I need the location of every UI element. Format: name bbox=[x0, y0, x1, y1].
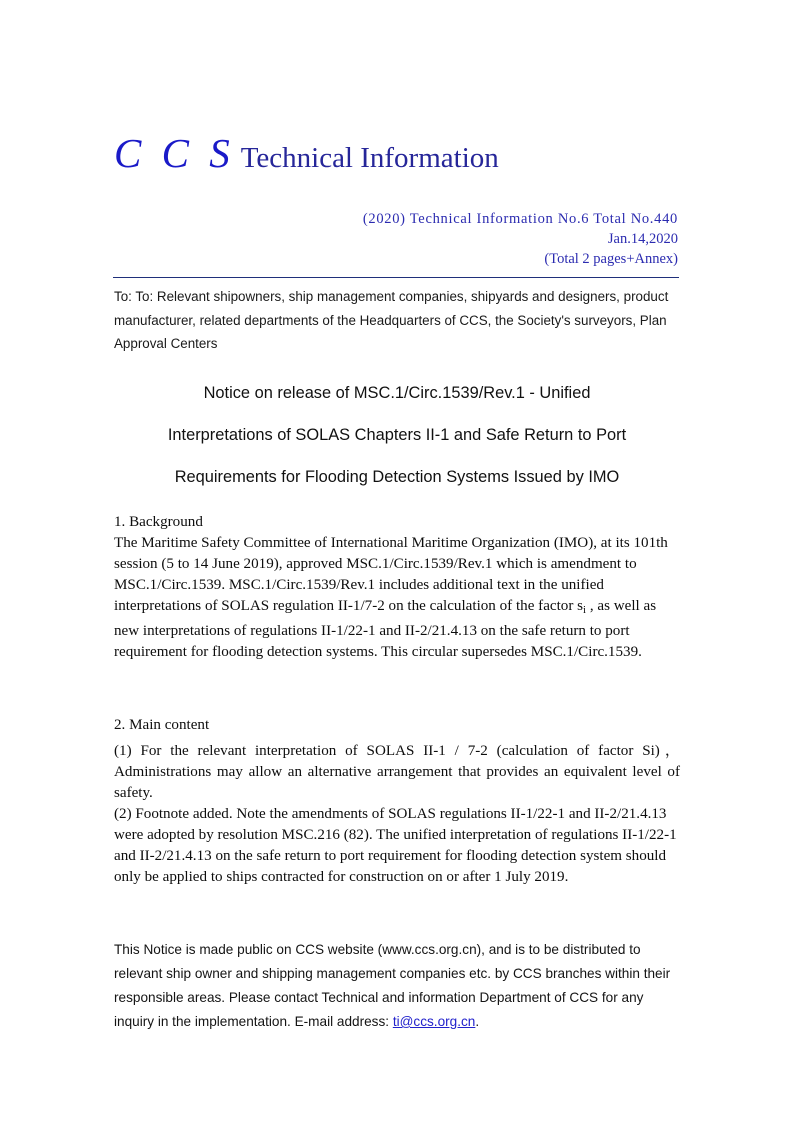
section-main-content-item-1-wrap bbox=[114, 741, 680, 804]
section-background-heading: 1. Background bbox=[114, 514, 203, 530]
factor-s-subscript: i bbox=[583, 604, 587, 617]
issue-info-block bbox=[114, 209, 678, 269]
masthead-subtitle: Technical Information bbox=[240, 142, 499, 174]
header-divider bbox=[113, 277, 679, 278]
issue-pages-line: (Total 2 pages+Annex) bbox=[544, 251, 678, 267]
masthead bbox=[114, 129, 679, 177]
issue-date-line: Jan.14,2020 bbox=[607, 231, 678, 247]
main-content-item-2: (2) Footnote added. Note the amendments of SOLAS regulations II-1/22-1 and II-2/21.4.13 were adopted by resolution MSC.216 (82). The unified interpretation of regulations II-1/22-1 and II-2/21.4.13 on the safe return to port requirement for flooding detection system should only be applied to ships contracted for construction on or after 1 July 2019. bbox=[114, 806, 677, 885]
issue-number-line: (2020) Technical Information No.6 Total No.440 bbox=[362, 211, 678, 227]
recipients-line: To: To: Relevant shipowners, ship management companies, shipyards and designers, product manufacturer, related departments of the Headquarters of CCS, the Society's surveyors, Plan Approval Centers bbox=[114, 289, 669, 351]
section-main-content-heading-wrap bbox=[114, 715, 680, 736]
closing-note bbox=[114, 938, 680, 1034]
page-title-line-2: Interpretations of SOLAS Chapters II-1 and Safe Return to Port bbox=[167, 426, 627, 444]
background-text-part-1: The Maritime Safety Committee of International Maritime Organization (IMO), at its 101th session (5 to 14 June 2019), approved MSC.1/Circ.1539/Rev.1 which is amendment to MSC.1/Circ.1539. MSC.1/Circ.1539/Rev.1 includes additional text in the unified interpretations of SOLAS regulation II-1/7-2 on the calculation of the factor s bbox=[114, 535, 668, 614]
closing-note-text: This Notice is made public on CCS website (www.ccs.org.cn), and is to be distributed to relevant ship owner and shipping management companies etc. by CCS branches within their responsible areas. Please contact Technical and information Department of CCS for any inquiry in the implementation. E-mail address: bbox=[114, 942, 671, 1029]
section-background bbox=[114, 512, 680, 663]
main-content-item-1: (1) For the relevant interpretation of SOLAS II-1 / 7-2 (calculation of factor Si)，Administrations may allow an alternative arrangement that provides an equivalent level of safety. bbox=[114, 743, 680, 801]
email-link[interactable]: ti@ccs.org.cn bbox=[392, 1014, 476, 1029]
closing-note-period: . bbox=[475, 1014, 480, 1029]
section-background-body bbox=[114, 533, 680, 663]
page-title-line-3: Requirements for Flooding Detection Systems Issued by IMO bbox=[174, 468, 620, 486]
page-title bbox=[114, 372, 680, 498]
background-text-part-2: , as well as new interpretations of regulations II-1/22-1 and II-2/21.4.13 on the safe return to port requirement for flooding detection systems. This circular supersedes MSC.1/Circ.1539. bbox=[114, 598, 657, 661]
section-main-content-item-2-wrap bbox=[114, 804, 680, 888]
section-main-content-heading: 2. Main content bbox=[114, 717, 210, 733]
brand-logo-text: C C S bbox=[114, 130, 235, 176]
page-title-line-1: Notice on release of MSC.1/Circ.1539/Rev.1 - Unified bbox=[203, 384, 591, 402]
